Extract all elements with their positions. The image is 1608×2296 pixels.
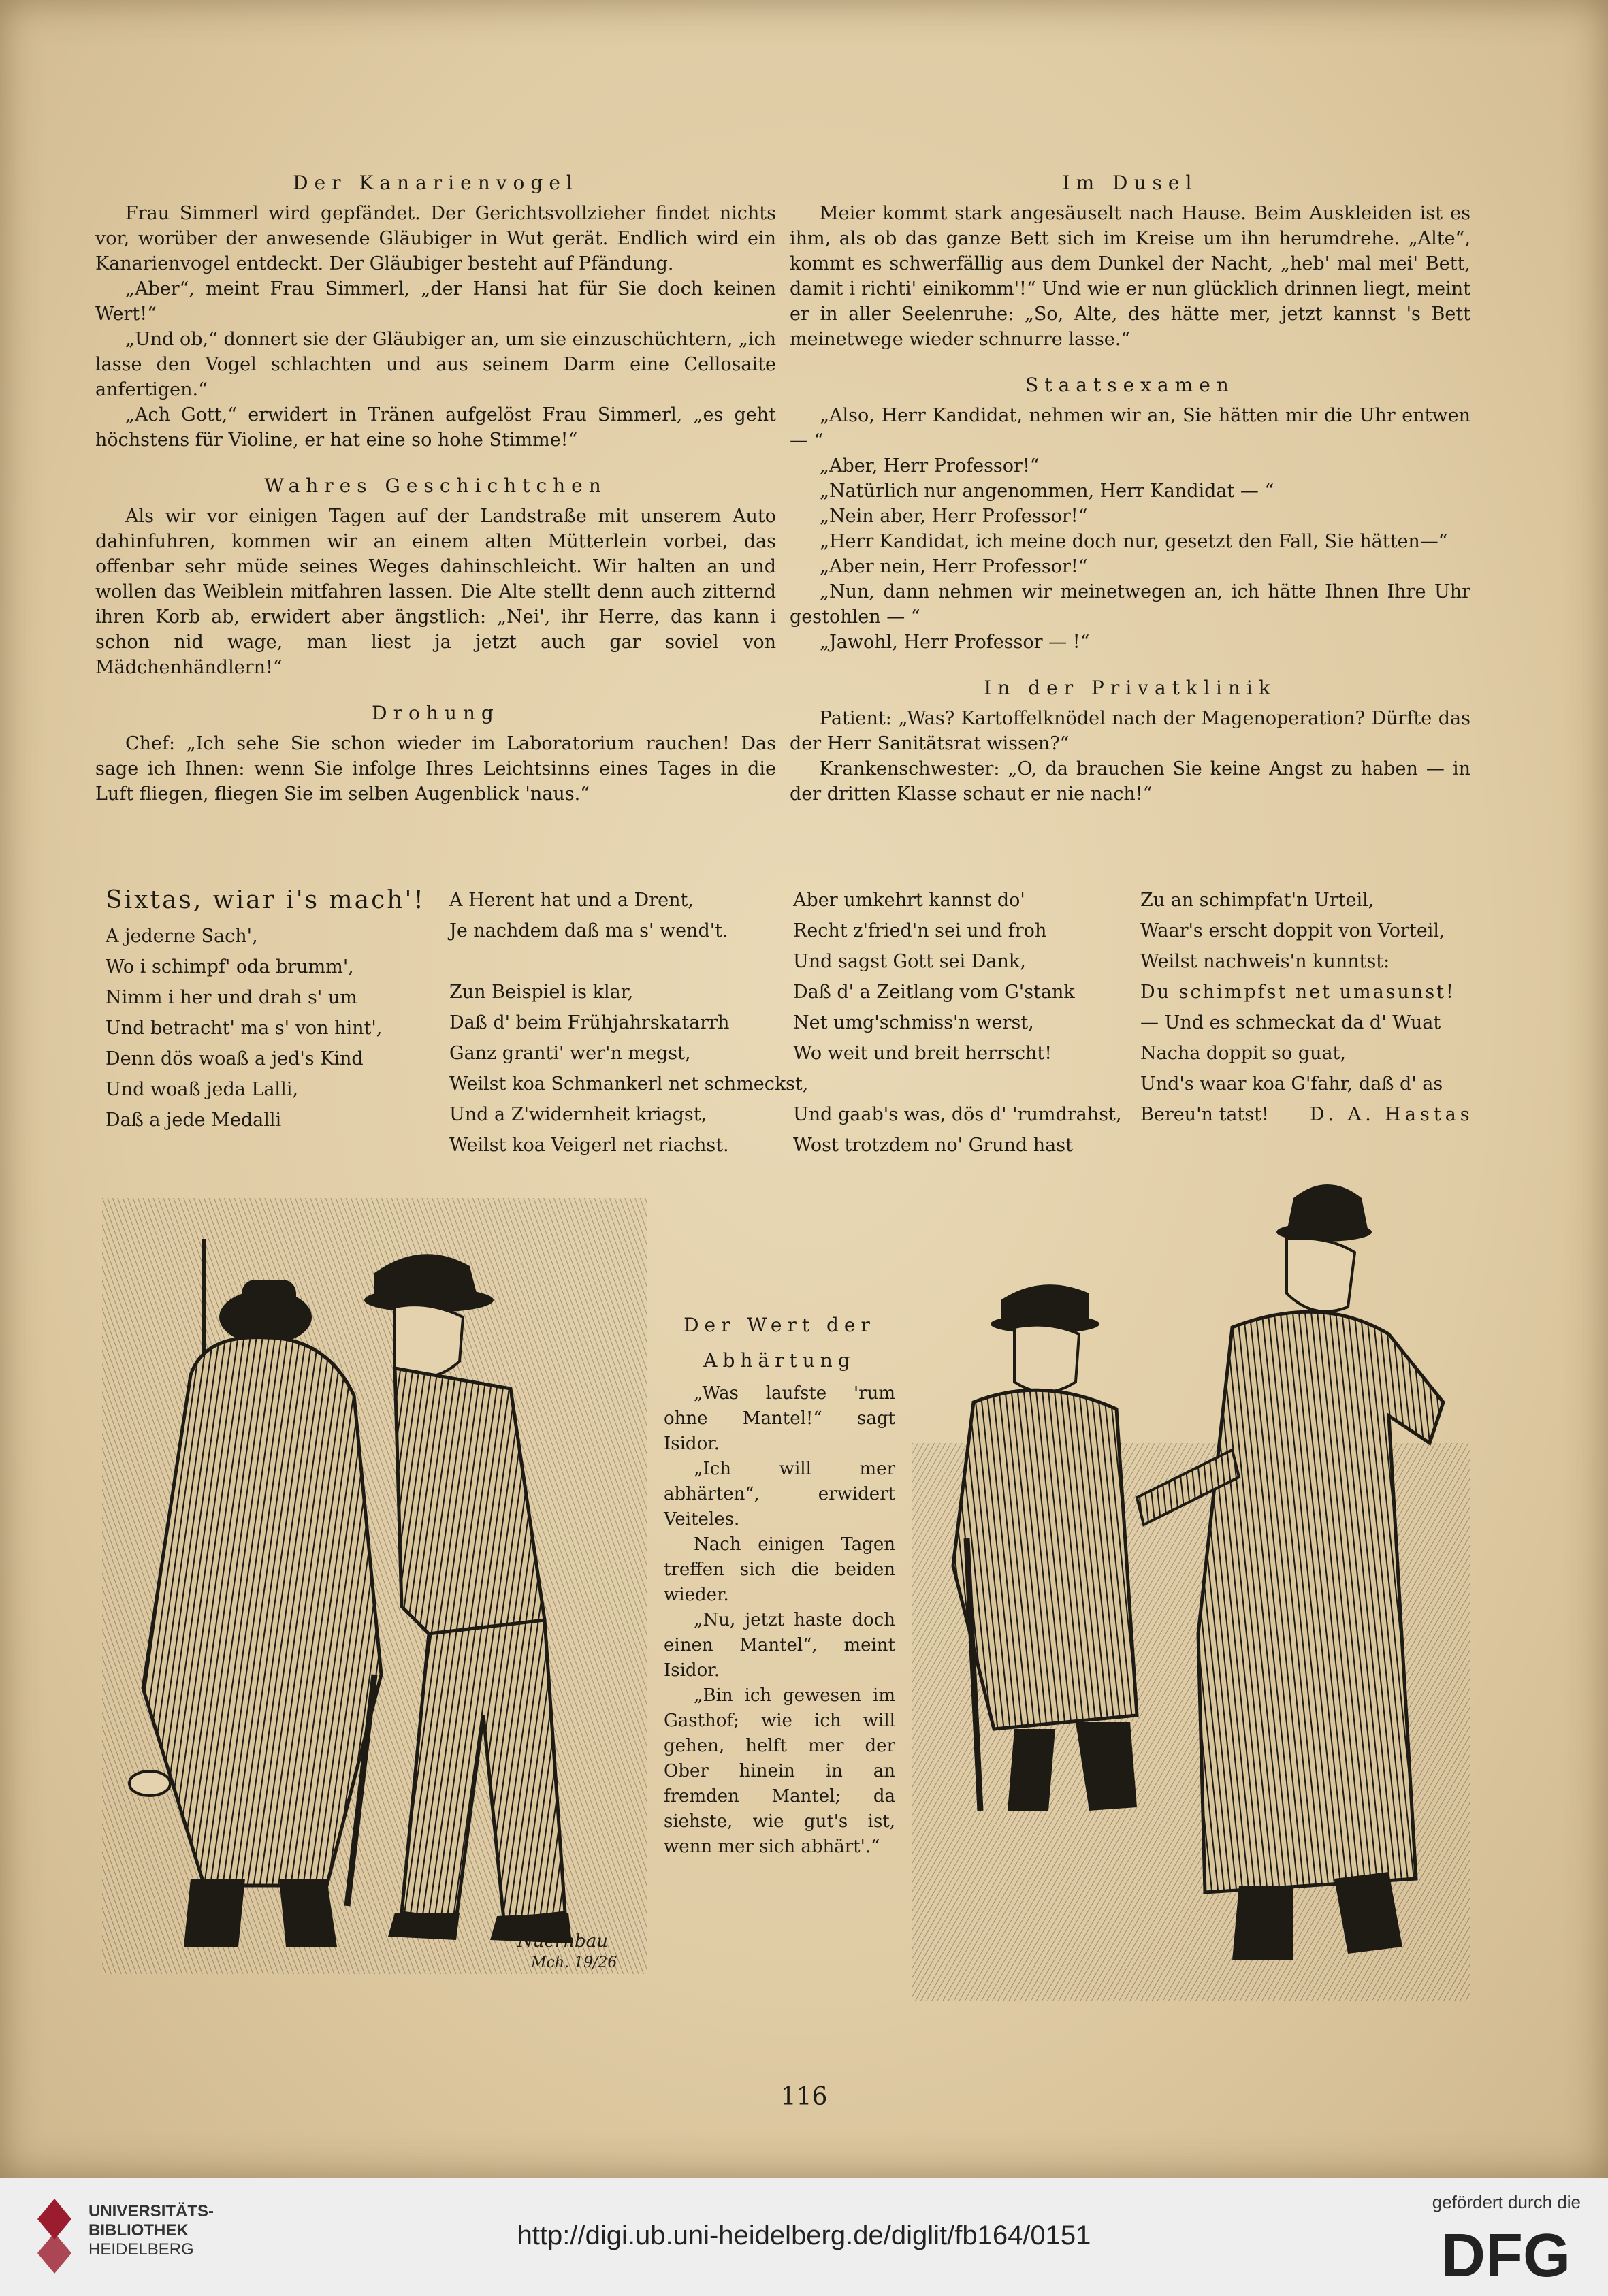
article-staatsexamen xyxy=(790,372,1470,655)
artist-date: Mch. 19/26 xyxy=(531,1954,617,1971)
poem-line: Zu an schimpfat'n Urteil, xyxy=(1140,890,1374,911)
caption-paragraph: Nach einigen Tagen treffen sich die beiden wieder. xyxy=(664,1534,895,1605)
poem-line: Wost trotzdem no' Grund hast xyxy=(793,1135,1073,1156)
paragraph: Chef: „Ich sehe Sie schon wieder im Laboratorium rauchen! Das sage ich Ihnen: wenn Sie infolge Ihres Leichtsinns eines Tages in die Luft fliegen, fliegen Sie im selben Augenblick 'naus.“ xyxy=(95,733,776,805)
dfg-logo-text: DFG xyxy=(1441,2222,1571,2285)
article-kanarienvogel xyxy=(95,170,776,453)
paragraph: „Nun, dann nehmen wir meinetwegen an, ich hätte Ihnen Ihre Uhr gestohlen — “ xyxy=(790,581,1470,628)
dialog-line: „Nein aber, Herr Professor!“ xyxy=(820,506,1088,527)
poem-line: Waar's erscht doppit von Vorteil, xyxy=(1140,920,1445,941)
poem-line: Daß d' beim Frühjahrskatarrh xyxy=(449,1012,730,1033)
caption-paragraph: „Ich will mer abhärten“, erwidert Veiteles. xyxy=(664,1459,895,1530)
caption-paragraph: „Nu, jetzt haste doch einen Mantel“, meint Isidor. xyxy=(664,1610,895,1681)
article-dusel xyxy=(790,170,1470,352)
page-number: 116 xyxy=(780,2083,828,2111)
poem-line: A jederne Sach', xyxy=(106,926,258,947)
caption-paragraph: „Bin ich gewesen im Gasthof; wie ich will gehen, helft mer der Ober hinein in an fremden Mantel; da siehste, wie gut's ist, wenn mer sich abhärt'.“ xyxy=(664,1685,895,1857)
caption-paragraph: „Was laufste 'rum ohne Mantel!“ sagt Isidor. xyxy=(664,1383,895,1454)
library-name-line: BIBLIOTHEK xyxy=(89,2221,189,2240)
paragraph: Patient: „Was? Kartoffelknödel nach der Magenoperation? Dürfte das der Herr Sanitätsrat wissen?“ xyxy=(790,708,1470,754)
paragraph: Als wir vor einigen Tagen auf der Landstraße mit unserem Auto dahinfuhren, kommen wir an einem alten Mütterlein vorbei, das offenbar sehr müde seines Weges dahinschleicht. Wir halten an und wollen das Weiblein mitfahren lassen. Die Alte stellt denn auch zitternd ihren Korb ab, erwidert aber ängstlich: „Nei', ihr Herre, das kann i schon nid wage, man liest ja jetzt auch gar soviel von Mädchenhändlern!“ xyxy=(95,506,776,678)
left-text-column xyxy=(95,170,776,827)
cartoon-caption xyxy=(664,1310,895,1860)
article-title: Im Dusel xyxy=(1062,172,1198,194)
poem-line: Ganz granti' wer'n megst, xyxy=(449,1043,691,1064)
library-name-line: UNIVERSITÄTS- xyxy=(89,2202,214,2220)
article-title: Staatsexamen xyxy=(1025,374,1235,396)
poem-line: Nacha doppit so guat, xyxy=(1140,1043,1346,1064)
library-name-line: HEIDELBERG xyxy=(89,2240,194,2259)
poem-column-1 xyxy=(106,885,425,1135)
poem-line: Und sagst Gott sei Dank, xyxy=(793,951,1026,972)
illustration-two-men-left xyxy=(102,1198,647,1974)
poem-line: Nimm i her und drah s' um xyxy=(106,987,357,1008)
caption-title-line1: Der Wert der xyxy=(684,1314,875,1336)
poem-line: Recht z'fried'n sei und froh xyxy=(793,920,1047,941)
illustration-two-men-right xyxy=(912,1157,1470,2001)
poem-line: Wo weit und breit herrscht! xyxy=(793,1043,1052,1064)
dialog-line: „Natürlich nur angenommen, Herr Kandidat — “ xyxy=(820,481,1274,502)
paragraph: „Also, Herr Kandidat, nehmen wir an, Sie hätten mir die Uhr entwen — “ xyxy=(790,405,1470,451)
poem-line: Und's waar koa G'fahr, daß d' as xyxy=(1140,1073,1443,1095)
poem-line: Und woaß jeda Lalli, xyxy=(106,1079,298,1100)
paragraph: Frau Simmerl wird gepfändet. Der Gerichtsvollzieher findet nichts vor, worüber der anwesende Gläubiger in Wut gerät. Endlich wird ein Kanarienvogel entdeckt. Der Gläubiger besteht auf Pfändung. xyxy=(95,203,776,274)
digitization-footer xyxy=(0,2178,1608,2296)
paragraph: „Ach Gott,“ erwidert in Tränen aufgelöst Frau Simmerl, „es geht höchstens für Violine, er hat eine so hohe Stimme!“ xyxy=(95,404,776,451)
poem-line: Du schimpfst net umasunst! xyxy=(1140,982,1456,1003)
article-drohung xyxy=(95,700,776,807)
dialog-line: „Aber nein, Herr Professor!“ xyxy=(820,556,1088,577)
poem-line: Aber umkehrt kannst do' xyxy=(793,890,1025,911)
article-title: Der Kanarienvogel xyxy=(293,172,579,194)
poem-title: Sixtas, wiar i's mach'! xyxy=(106,886,425,914)
paragraph: Krankenschwester: „O, da brauchen Sie keine Angst zu haben — in der dritten Klasse schaut er nie nach!“ xyxy=(790,758,1470,805)
caption-title-line2: Abhärtung xyxy=(703,1349,856,1372)
poem-line: Je nachdem daß ma s' wend't. xyxy=(449,920,728,941)
poem-line: Net umg'schmiss'n werst, xyxy=(793,1012,1034,1033)
article-privatklinik xyxy=(790,675,1470,807)
poem-line: Weilst nachweis'n kunntst: xyxy=(1140,951,1390,972)
dfg-logo-icon xyxy=(1431,2220,1581,2285)
poem-line: Daß a jede Medalli xyxy=(106,1110,282,1131)
poem-line: Wo i schimpf' oda brumm', xyxy=(106,956,354,977)
dialog-line: „Aber, Herr Professor!“ xyxy=(820,455,1040,476)
poem-line xyxy=(449,946,808,977)
poem-line-text: Bereu'n tatst! xyxy=(1140,1104,1269,1125)
article-geschichtchen xyxy=(95,473,776,680)
dialog-line: „Herr Kandidat, ich meine doch nur, gesetzt den Fall, Sie hätten—“ xyxy=(820,531,1448,552)
poem-line: Und betracht' ma s' von hint', xyxy=(106,1018,383,1039)
poem-line xyxy=(1140,1099,1474,1130)
artist-signature: Nuernbau xyxy=(517,1931,608,1952)
poem-line: Und a Z'widernheit kriagst, xyxy=(449,1104,707,1125)
article-title: Drohung xyxy=(372,702,500,724)
poem-column-3 xyxy=(793,885,1121,1161)
poem-line xyxy=(793,1069,1121,1099)
funding-note: gefördert durch die xyxy=(1432,2192,1581,2212)
poem-column-4 xyxy=(1140,885,1474,1130)
right-text-column xyxy=(790,170,1470,827)
poem-line: — Und es schmeckat da d' Wuat xyxy=(1140,1012,1441,1033)
poem-line: A Herent hat und a Drent, xyxy=(449,890,694,911)
paragraph: „Und ob,“ donnert sie der Gläubiger an, um sie einzuschüchtern, „ich lasse den Vogel schlachten und aus seinem Darm eine Cellosaite anfertigen.“ xyxy=(95,329,776,400)
dialog-line: „Jawohl, Herr Professor — !“ xyxy=(820,632,1090,653)
poem-column-2 xyxy=(449,885,808,1161)
paragraph: „Aber“, meint Frau Simmerl, „der Hansi hat für Sie doch keinen Wert!“ xyxy=(95,278,776,325)
poem-line: Daß d' a Zeitlang vom G'stank xyxy=(793,982,1075,1003)
poem-line: Zun Beispiel is klar, xyxy=(449,982,634,1003)
poem-line: Und gaab's was, dös d' 'rumdrahst, xyxy=(793,1104,1122,1125)
paragraph: Meier kommt stark angesäuselt nach Hause. Beim Auskleiden ist es ihm, als ob das ganze Bett sich im Kreise um ihn herumdrehe. „Alte“, kommt es schwerfällig aus dem Dunkel der Nacht, „heb' mal mei' Bett, damit i richti' einikomm'!“ Und wie er nun glücklich drinnen liegt, meint er in aller Seelenruhe: „So, Alte, des hätte mer, jetzt kannst 's Bett meinetwege wieder schnurre lasse.“ xyxy=(790,203,1470,350)
permalink-url[interactable]: http://digi.ub.uni-heidelberg.de/diglit/fb164/0151 xyxy=(517,2220,1091,2250)
article-title: In der Privatklinik xyxy=(984,677,1276,699)
poem-line: Weilst koa Schmankerl net schmeckst, xyxy=(449,1073,809,1095)
poem-signature: D. A. Hastas xyxy=(1309,1104,1474,1125)
article-title: Wahres Geschichtchen xyxy=(264,474,607,497)
poem-line: Weilst koa Veigerl net riachst. xyxy=(449,1135,729,1156)
poem-line: Denn dös woaß a jed's Kind xyxy=(106,1048,364,1069)
